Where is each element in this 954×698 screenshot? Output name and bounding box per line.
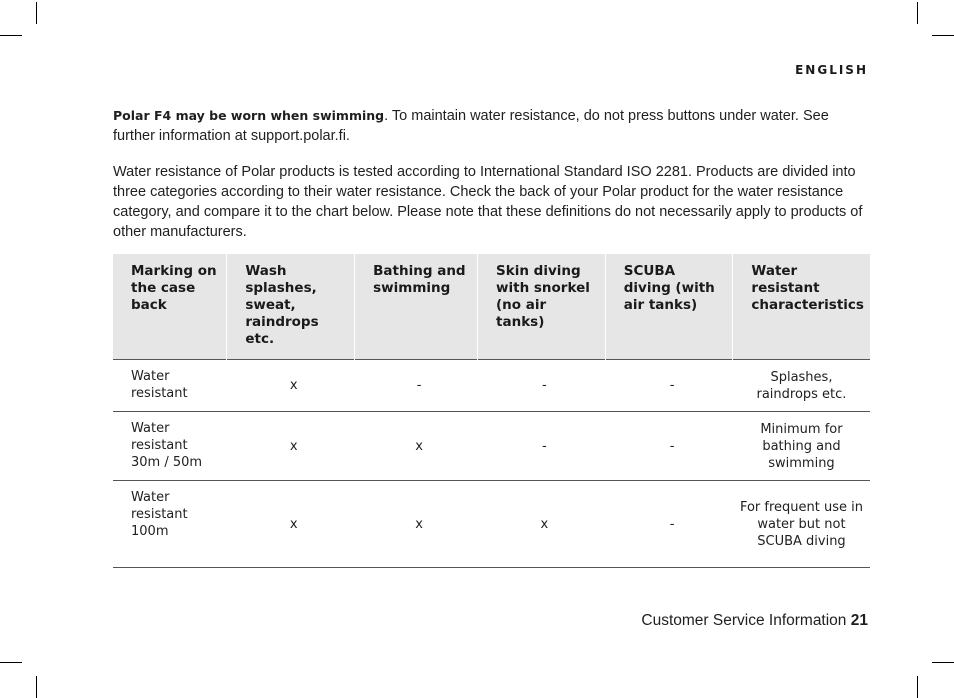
language-label: ENGLISH — [795, 63, 868, 77]
crop-mark — [932, 662, 954, 663]
col-header-marking: Marking on the case back — [113, 254, 227, 360]
cell-characteristics: For frequent use in water but not SCUBA diving — [733, 481, 870, 568]
cell-wash: x — [227, 412, 355, 481]
table-row — [113, 481, 870, 568]
cell-marking: Water resistant 100m — [113, 481, 227, 568]
page-footer — [641, 612, 868, 630]
col-header-wash: Wash splashes, sweat, raindrops etc. — [227, 254, 355, 360]
crop-mark — [36, 2, 37, 24]
cell-characteristics: Splashes, raindrops etc. — [733, 360, 870, 412]
cell-characteristics: Minimum for bathing and swimming — [733, 412, 870, 481]
cell-skin-diving: - — [478, 360, 606, 412]
intro-paragraph — [113, 106, 873, 146]
crop-mark — [917, 676, 918, 698]
footer-section-title: Customer Service Information — [641, 612, 847, 629]
cell-scuba: - — [605, 412, 733, 481]
water-resistance-paragraph: Water resistance of Polar products is tested according to International Standard ISO 2281. Products are divided into three categories according to their water resistance. Check the back of your Polar product for the water resistance category, and compare it to the chart below. Please note that these definitions do not necessarily apply to products of other manufacturers. — [113, 164, 863, 240]
col-header-skin-diving: Skin diving with snorkel (no air tanks) — [478, 254, 606, 360]
cell-scuba: - — [605, 481, 733, 568]
col-header-scuba: SCUBA diving (with air tanks) — [605, 254, 733, 360]
crop-mark — [0, 35, 22, 36]
crop-mark — [917, 2, 918, 24]
col-header-bathing: Bathing and swimming — [355, 254, 478, 360]
cell-scuba: - — [605, 360, 733, 412]
cell-bathing: x — [355, 481, 478, 568]
crop-mark — [932, 35, 954, 36]
table-row — [113, 360, 870, 412]
cell-marking: Water resistant — [113, 360, 227, 412]
intro-lead: Polar F4 may be worn when swimming — [113, 108, 385, 123]
table-row — [113, 412, 870, 481]
intro-rest: . To maintain water resistance, do not press buttons under water. See further information at support.polar.fi. — [113, 108, 829, 144]
water-resistance-table — [113, 254, 870, 568]
cell-marking: Water resistant 30m / 50m — [113, 412, 227, 481]
crop-mark — [36, 676, 37, 698]
crop-mark — [0, 662, 22, 663]
cell-bathing: - — [355, 360, 478, 412]
table-header-row — [113, 254, 870, 360]
cell-bathing: x — [355, 412, 478, 481]
cell-skin-diving: x — [478, 481, 606, 568]
cell-wash: x — [227, 481, 355, 568]
cell-skin-diving: - — [478, 412, 606, 481]
page-number: 21 — [850, 612, 868, 629]
cell-wash: x — [227, 360, 355, 412]
col-header-characteristics: Water resistant characteristics — [733, 254, 870, 360]
